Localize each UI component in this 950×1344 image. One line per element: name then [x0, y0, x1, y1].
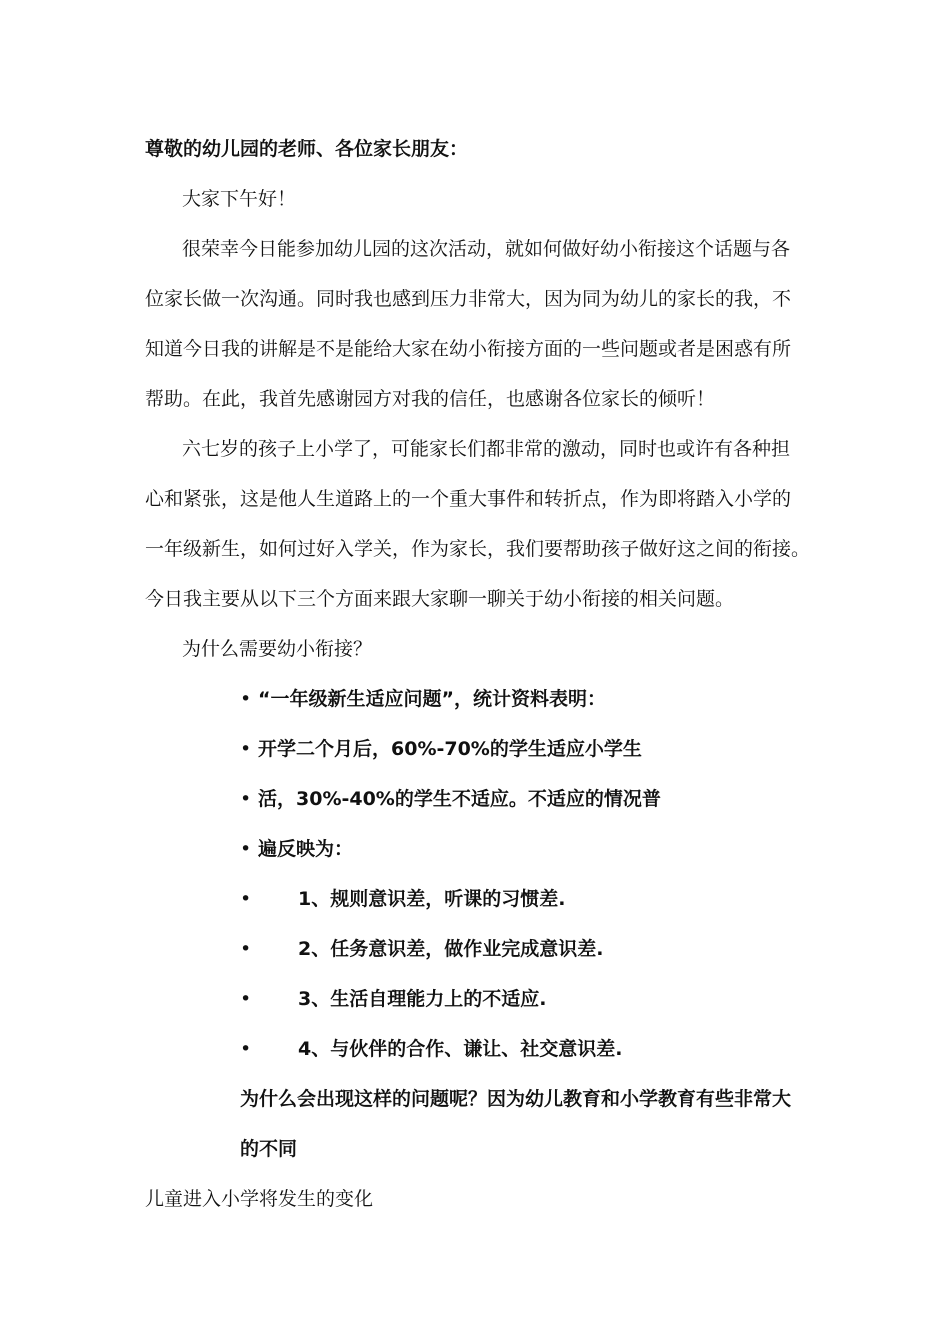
bullet-icon: •	[240, 788, 252, 810]
paragraph2-line: 六七岁的孩子上小学了，可能家长们都非常的激动，同时也或许有各种担	[182, 438, 791, 460]
bullet-text: 2、任务意识差，做作业完成意识差.	[298, 938, 604, 960]
bullet-text: 4、与伙伴的合作、谦让、社交意识差.	[298, 1038, 623, 1060]
bullet-text: 活，30%-40%的学生不适应。不适应的情况普	[258, 788, 661, 810]
bullet-text: 开学二个月后，60%-70%的学生适应小学生	[258, 738, 642, 760]
bullet-text: 遍反映为：	[258, 838, 354, 860]
question-line: 为什么会出现这样的问题呢？因为幼儿教育和小学教育有些非常大	[240, 1088, 792, 1110]
bullet-text: 1、规则意识差，听课的习惯差.	[298, 888, 566, 910]
paragraph1-line: 位家长做一次沟通。同时我也感到压力非常大，因为同为幼儿的家长的我，不	[145, 288, 792, 310]
bullet-icon: •	[240, 938, 252, 960]
paragraph1-line: 帮助。在此，我首先感谢园方对我的信任，也感谢各位家长的倾听！	[145, 388, 716, 410]
bullet-icon: •	[240, 1038, 252, 1060]
paragraph1-line: 知道今日我的讲解是不是能给大家在幼小衔接方面的一些问题或者是困惑有所	[145, 338, 792, 360]
bullet-icon: •	[240, 688, 252, 710]
section-heading: 为什么需要幼小衔接？	[182, 638, 373, 660]
paragraph2-line: 心和紧张，这是他人生道路上的一个重大事件和转折点，作为即将踏入小学的	[145, 488, 792, 510]
bullet-icon: •	[240, 738, 252, 760]
bullet-text: “一年级新生适应问题”，统计资料表明：	[258, 688, 606, 710]
paragraph2-line: 一年级新生，如何过好入学关，作为家长，我们要帮助孩子做好这之间的衔接。	[145, 538, 811, 560]
bullet-text: 3、生活自理能力上的不适应.	[298, 988, 547, 1010]
bullet-icon: •	[240, 988, 252, 1010]
bullet-icon: •	[240, 838, 252, 860]
paragraph1-line: 很荣幸今日能参加幼儿园的这次活动，就如何做好幼小衔接这个话题与各	[182, 238, 791, 260]
question-line: 的不同	[240, 1138, 298, 1160]
salutation: 尊敬的幼儿园的老师、各位家长朋友：	[145, 138, 469, 160]
bullet-icon: •	[240, 888, 252, 910]
greeting: 大家下午好！	[182, 188, 297, 210]
closing-heading: 儿童进入小学将发生的变化	[145, 1188, 374, 1210]
paragraph2-line: 今日我主要从以下三个方面来跟大家聊一聊关于幼小衔接的相关问题。	[145, 588, 735, 610]
